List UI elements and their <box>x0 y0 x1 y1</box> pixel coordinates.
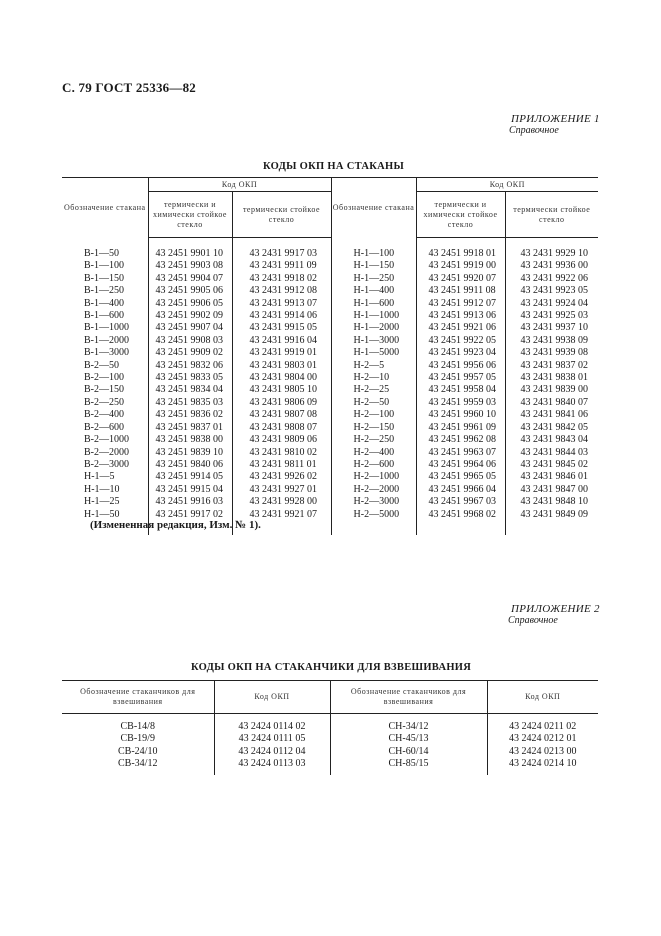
okp-code-chem: 43 2451 9960 10 <box>416 409 505 421</box>
table-row <box>62 285 598 297</box>
table-row <box>62 397 598 409</box>
beaker-designation: Н-1—250 <box>331 273 416 285</box>
table-row <box>62 496 598 508</box>
okp-code-therm: 43 2431 9922 06 <box>505 273 598 285</box>
okp-code-chem: 43 2451 9966 04 <box>416 484 505 496</box>
okp-code-therm: 43 2431 9936 00 <box>505 260 598 272</box>
okp-code-chem: 43 2451 9837 01 <box>148 422 232 434</box>
okp-code-chem: 43 2451 9903 08 <box>148 260 232 272</box>
okp-code-chem: 43 2451 9912 07 <box>416 298 505 310</box>
table-row <box>62 447 598 459</box>
bottle-designation: СВ-34/12 <box>118 757 158 769</box>
okp-code: 43 2424 0214 10 <box>487 758 598 775</box>
okp-code-chem: 43 2451 9914 05 <box>148 471 232 483</box>
okp-code-chem: 43 2451 9833 05 <box>148 372 232 384</box>
beaker-designation: В-2—1000 <box>84 434 129 446</box>
beaker-designation: Н-1—1000 <box>331 310 416 322</box>
beaker-designation: Н-2—600 <box>331 459 416 471</box>
okp-code-therm: 43 2431 9839 00 <box>505 384 598 396</box>
table-row <box>62 360 598 372</box>
okp-code-therm: 43 2431 9810 02 <box>232 447 331 459</box>
okp-code-therm: 43 2431 9939 08 <box>505 347 598 359</box>
okp-code-therm: 43 2431 9929 10 <box>505 238 598 261</box>
chem-glass-header-right: термически и химически стойкое стекло <box>416 192 505 238</box>
table-row <box>62 409 598 421</box>
okp-code-chem: 43 2451 9839 10 <box>148 447 232 459</box>
okp-code-header-left: Код ОКП <box>214 681 330 714</box>
beaker-designation: Н-2—5 <box>331 360 416 372</box>
beaker-designation: Н-2—25 <box>331 384 416 396</box>
table-row <box>62 459 598 471</box>
okp-code-header-left: Код ОКП <box>148 178 331 192</box>
okp-code-therm: 43 2431 9921 07 <box>232 509 331 535</box>
table-row <box>62 714 598 734</box>
table-row <box>62 273 598 285</box>
therm-glass-header-right: термически стойкое стекло <box>505 192 598 238</box>
okp-code-therm: 43 2431 9804 00 <box>232 372 331 384</box>
okp-code-therm: 43 2431 9937 10 <box>505 322 598 334</box>
okp-code-chem: 43 2451 9838 00 <box>148 434 232 446</box>
beaker-designation: Н-2—2000 <box>331 484 416 496</box>
okp-code-header-right: Код ОКП <box>416 178 598 192</box>
okp-code-therm: 43 2431 9846 01 <box>505 471 598 483</box>
table-row <box>62 384 598 396</box>
beaker-designation: В-1—50 <box>84 247 119 259</box>
beaker-designation: В-2—400 <box>84 409 124 421</box>
okp-code-chem: 43 2451 9911 08 <box>416 285 505 297</box>
table-row <box>62 422 598 434</box>
okp-code-therm: 43 2431 9847 00 <box>505 484 598 496</box>
beaker-designation: В-2—600 <box>84 421 124 433</box>
okp-code-chem: 43 2451 9967 03 <box>416 496 505 508</box>
okp-code: 43 2424 0112 04 <box>214 746 330 758</box>
okp-code-therm: 43 2431 9916 04 <box>232 335 331 347</box>
table-row <box>62 347 598 359</box>
beaker-designation: Н-2—100 <box>331 409 416 421</box>
okp-code-chem: 43 2451 9965 05 <box>416 471 505 483</box>
okp-code-chem: 43 2451 9913 06 <box>416 310 505 322</box>
appendix-1-label: ПРИЛОЖЕНИЕ 1 <box>511 113 600 125</box>
beaker-designation: Н-1—100 <box>331 238 416 261</box>
okp-code-chem: 43 2451 9963 07 <box>416 447 505 459</box>
beaker-designation: Н-1—5000 <box>331 347 416 359</box>
beaker-designation: В-1—3000 <box>84 347 129 359</box>
okp-code-therm: 43 2431 9923 05 <box>505 285 598 297</box>
beaker-designation: Н-1—150 <box>331 260 416 272</box>
okp-code: 43 2424 0114 02 <box>214 714 330 734</box>
okp-code-chem: 43 2451 9840 06 <box>148 459 232 471</box>
table-row <box>62 746 598 758</box>
okp-code-therm: 43 2431 9938 09 <box>505 335 598 347</box>
beaker-designation: В-2—250 <box>84 396 124 408</box>
bottle-designation: СВ-19/9 <box>120 733 155 745</box>
okp-code-therm: 43 2431 9918 02 <box>232 273 331 285</box>
okp-code-chem: 43 2451 9908 03 <box>148 335 232 347</box>
beakers-okp-table <box>62 177 598 535</box>
okp-code-chem: 43 2451 9907 04 <box>148 322 232 334</box>
beaker-designation: В-1—100 <box>84 260 124 272</box>
beaker-designation: В-2—50 <box>84 359 119 371</box>
okp-code-chem: 43 2451 9919 00 <box>416 260 505 272</box>
beaker-designation: В-1—1000 <box>84 322 129 334</box>
table-row <box>62 298 598 310</box>
beaker-designation: В-1—150 <box>84 272 124 284</box>
bottle-designation: СН-60/14 <box>330 746 487 758</box>
okp-code-therm: 43 2431 9842 05 <box>505 422 598 434</box>
beaker-designation: В-1—400 <box>84 297 124 309</box>
okp-code-therm: 43 2431 9924 04 <box>505 298 598 310</box>
okp-code-therm: 43 2431 9928 00 <box>232 496 331 508</box>
page-header: С. 79 ГОСТ 25336—82 <box>62 80 196 95</box>
okp-code-therm: 43 2431 9845 02 <box>505 459 598 471</box>
okp-code-chem: 43 2451 9915 04 <box>148 484 232 496</box>
okp-code-therm: 43 2431 9838 01 <box>505 372 598 384</box>
okp-code-therm: 43 2431 9917 03 <box>232 238 331 261</box>
appendix-2-title: КОДЫ ОКП НА СТАКАНЧИКИ ДЛЯ ВЗВЕШИВАНИЯ <box>191 662 472 673</box>
okp-code: 43 2424 0212 01 <box>487 733 598 745</box>
okp-code-therm: 43 2431 9843 04 <box>505 434 598 446</box>
okp-code-chem: 43 2451 9964 06 <box>416 459 505 471</box>
table-row <box>62 758 598 775</box>
okp-code-chem: 43 2451 9905 06 <box>148 285 232 297</box>
okp-code-therm: 43 2431 9811 01 <box>232 459 331 471</box>
table-row <box>62 310 598 322</box>
amendment-note: (Измененная редакция, Изм. № 1). <box>90 519 261 531</box>
okp-code-chem: 43 2451 9962 08 <box>416 434 505 446</box>
okp-code-chem: 43 2451 9961 09 <box>416 422 505 434</box>
designation-header-left: Обозначение стакана <box>62 178 148 238</box>
beaker-designation: В-2—2000 <box>84 446 129 458</box>
beaker-designation: Н-2—150 <box>331 422 416 434</box>
okp-code: 43 2424 0213 00 <box>487 746 598 758</box>
okp-code-therm: 43 2431 9911 09 <box>232 260 331 272</box>
table-row <box>62 471 598 483</box>
beaker-designation: Н-1—50 <box>84 508 120 520</box>
beaker-designation: Н-2—400 <box>331 447 416 459</box>
okp-code-therm: 43 2431 9808 07 <box>232 422 331 434</box>
bottle-designation: СВ-24/10 <box>118 745 158 757</box>
appendix-1-subtitle: Справочное <box>509 125 559 136</box>
okp-code-chem: 43 2451 9921 06 <box>416 322 505 334</box>
okp-code-therm: 43 2431 9837 02 <box>505 360 598 372</box>
okp-code-therm: 43 2431 9848 10 <box>505 496 598 508</box>
okp-code: 43 2424 0211 02 <box>487 714 598 734</box>
table-row <box>62 335 598 347</box>
beaker-designation: Н-2—50 <box>331 397 416 409</box>
okp-code: 43 2424 0111 05 <box>214 733 330 745</box>
beaker-designation: Н-2—5000 <box>331 509 416 535</box>
chem-glass-header-left: термически и химически стойкое стекло <box>148 192 232 238</box>
okp-code-chem: 43 2451 9916 03 <box>148 496 232 508</box>
appendix-1-title: КОДЫ ОКП НА СТАКАНЫ <box>263 161 405 172</box>
weighing-bottles-okp-table <box>62 680 598 775</box>
okp-code-chem: 43 2451 9958 04 <box>416 384 505 396</box>
okp-code-chem: 43 2451 9906 05 <box>148 298 232 310</box>
beaker-designation: Н-1—10 <box>84 483 120 495</box>
okp-code-chem: 43 2451 9904 07 <box>148 273 232 285</box>
beaker-designation: Н-2—10 <box>331 372 416 384</box>
table-row <box>62 434 598 446</box>
okp-code-chem: 43 2451 9959 03 <box>416 397 505 409</box>
okp-code-therm: 43 2431 9805 10 <box>232 384 331 396</box>
table-row <box>62 260 598 272</box>
okp-code-chem: 43 2451 9902 09 <box>148 310 232 322</box>
okp-code-therm: 43 2431 9913 07 <box>232 298 331 310</box>
okp-code-therm: 43 2431 9849 09 <box>505 509 598 535</box>
designation-header-left: Обозначение стаканчиков для взвешивания <box>62 681 214 714</box>
beaker-designation: Н-2—1000 <box>331 471 416 483</box>
table-row <box>62 733 598 745</box>
okp-code-header-right: Код ОКП <box>487 681 598 714</box>
table-row <box>62 372 598 384</box>
bottle-designation: СН-34/12 <box>330 714 487 734</box>
okp-code-chem: 43 2451 9920 07 <box>416 273 505 285</box>
okp-code-chem: 43 2451 9918 01 <box>416 238 505 261</box>
beaker-designation: Н-1—3000 <box>331 335 416 347</box>
table-row <box>62 238 598 261</box>
okp-code-chem: 43 2451 9917 02 <box>148 509 232 535</box>
designation-header-right: Обозначение стакана <box>331 178 416 238</box>
okp-code-chem: 43 2451 9832 06 <box>148 360 232 372</box>
beaker-designation: Н-1—600 <box>331 298 416 310</box>
okp-code-therm: 43 2431 9840 07 <box>505 397 598 409</box>
okp-code-chem: 43 2451 9956 06 <box>416 360 505 372</box>
okp-code-chem: 43 2451 9836 02 <box>148 409 232 421</box>
okp-code-chem: 43 2451 9923 04 <box>416 347 505 359</box>
designation-header-right: Обозначение стаканчиков для взвешивания <box>330 681 487 714</box>
beaker-designation: В-2—3000 <box>84 458 129 470</box>
table-row <box>62 322 598 334</box>
okp-code-chem: 43 2451 9968 02 <box>416 509 505 535</box>
beaker-designation: Н-1—5 <box>84 471 115 483</box>
bottle-designation: СН-45/13 <box>330 733 487 745</box>
okp-code-therm: 43 2431 9927 01 <box>232 484 331 496</box>
bottle-designation: СН-85/15 <box>330 758 487 775</box>
okp-code-therm: 43 2431 9912 08 <box>232 285 331 297</box>
okp-code-therm: 43 2431 9925 03 <box>505 310 598 322</box>
beaker-designation: В-2—100 <box>84 372 124 384</box>
beaker-designation: Н-2—3000 <box>331 496 416 508</box>
okp-code-therm: 43 2431 9806 09 <box>232 397 331 409</box>
okp-code-therm: 43 2431 9919 01 <box>232 347 331 359</box>
okp-code-chem: 43 2451 9901 10 <box>148 238 232 261</box>
okp-code-chem: 43 2451 9957 05 <box>416 372 505 384</box>
okp-code-therm: 43 2431 9915 05 <box>232 322 331 334</box>
appendix-2-label: ПРИЛОЖЕНИЕ 2 <box>511 603 600 615</box>
okp-code-chem: 43 2451 9909 02 <box>148 347 232 359</box>
okp-code: 43 2424 0113 03 <box>214 758 330 775</box>
okp-code-therm: 43 2431 9914 06 <box>232 310 331 322</box>
beaker-designation: В-2—150 <box>84 384 124 396</box>
okp-code-therm: 43 2431 9844 03 <box>505 447 598 459</box>
okp-code-therm: 43 2431 9807 08 <box>232 409 331 421</box>
okp-code-therm: 43 2431 9841 06 <box>505 409 598 421</box>
beaker-designation: В-1—250 <box>84 285 124 297</box>
appendix-2-subtitle: Справочное <box>508 615 558 626</box>
okp-code-chem: 43 2451 9835 03 <box>148 397 232 409</box>
beaker-designation: В-1—600 <box>84 310 124 322</box>
table-row <box>62 484 598 496</box>
okp-code-therm: 43 2431 9926 02 <box>232 471 331 483</box>
bottle-designation: СВ-14/8 <box>120 721 155 732</box>
beaker-designation: В-1—2000 <box>84 334 129 346</box>
beaker-designation: Н-2—250 <box>331 434 416 446</box>
okp-code-chem: 43 2451 9834 04 <box>148 384 232 396</box>
beaker-designation: Н-1—2000 <box>331 322 416 334</box>
beaker-designation: Н-1—400 <box>331 285 416 297</box>
okp-code-therm: 43 2431 9809 06 <box>232 434 331 446</box>
beaker-designation: Н-1—25 <box>84 496 120 508</box>
okp-code-chem: 43 2451 9922 05 <box>416 335 505 347</box>
therm-glass-header-left: термически стойкое стекло <box>232 192 331 238</box>
okp-code-therm: 43 2431 9803 01 <box>232 360 331 372</box>
